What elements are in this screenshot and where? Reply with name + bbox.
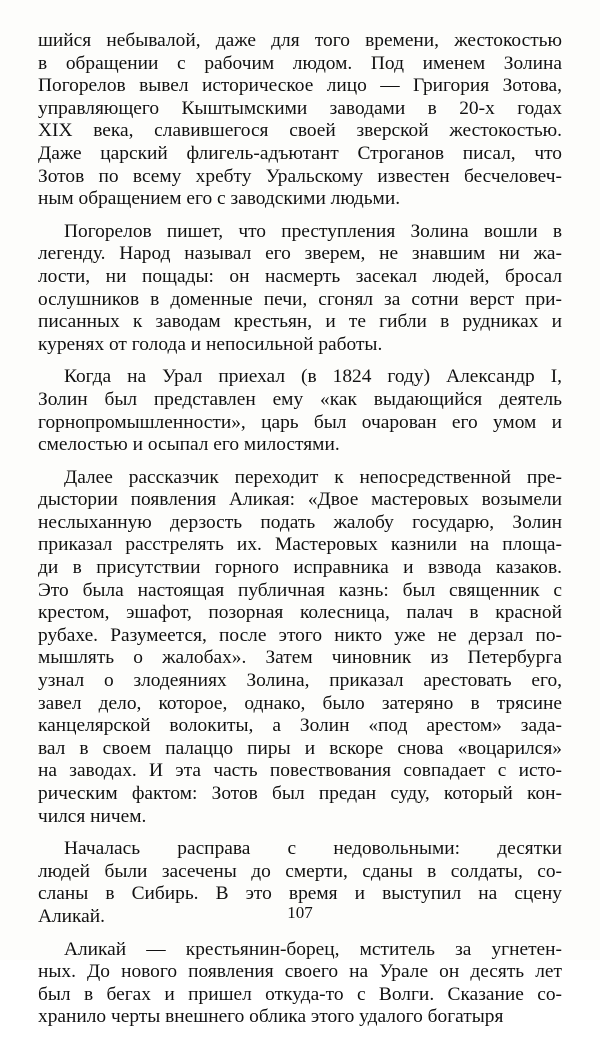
text-line: в обращении с рабочим людом. Под именем Золина [38, 52, 562, 74]
paragraph [38, 221, 562, 357]
paragraph [38, 366, 562, 456]
text-line: неслыханную дерзость подать жалобу государю, Золин [38, 511, 562, 533]
text-line: хранило черты внешнего облика этого удалого богатыря [38, 1006, 504, 1028]
text-line: мышлять о жалобах». Затем чиновник из Петербурга [38, 647, 562, 669]
text-line: крестом, эшафот, позорная колесница, палач в красной [38, 602, 562, 624]
text-line: горнопромышленности», царь был очарован его умом и [38, 411, 562, 433]
text-line: чился ничем. [38, 805, 147, 827]
text-line: ослушников в доменные печи, сгонял за сотни верст при- [38, 288, 562, 310]
text-line: был в бегах и пришел откуда-то с Волги. Сказание со- [38, 983, 562, 1005]
text-line: вал в своем палаццо пиры и вскоре снова «воцарился» [38, 737, 562, 759]
text-line: ным обращением его с заводскими людьми. [38, 188, 401, 210]
text-line: Когда на Урал приехал (в 1824 году) Александр I, [64, 366, 562, 388]
text-line: узнал о злодеяниях Золина, приказал арестовать его, [38, 670, 562, 692]
text-line: ди в присутствии горного исправника и взвода казаков. [38, 557, 562, 579]
text-line: Началась расправа с недовольными: десятки [64, 838, 562, 860]
page-number: 107 [287, 903, 313, 922]
text-line: XIX века, славившегося своей зверской жестокостью. [38, 120, 562, 142]
text-line: Золин был представлен ему «как выдающийся деятель [38, 388, 562, 410]
text-line: Даже царский флигель-адъютант Строганов писал, что [38, 142, 562, 164]
paragraph [38, 467, 562, 829]
text-line: канцелярской волокиты, а Золин «под арестом» зада- [38, 715, 562, 737]
text-line: сланы в Сибирь. В это время и выступил на сцену [38, 883, 562, 905]
text-line: куренях от голода и непосильной работы. [38, 333, 383, 355]
paragraph [38, 939, 562, 1029]
text-line: смелостью и осыпал его милостями. [38, 434, 340, 456]
text-line: легенду. Народ называл его зверем, не знавшим ни жа- [38, 243, 562, 265]
text-line: Погорелов пишет, что преступления Золина вошли в [64, 220, 562, 242]
text-line: Аликай — крестьянин-борец, мститель за угнетен- [64, 938, 562, 960]
text-line: людей были засечены до смерти, сданы в солдаты, со- [38, 860, 562, 882]
text-line: на заводах. И эта часть повествования совпадает с исто- [38, 760, 562, 782]
paragraph [38, 30, 562, 211]
text-line: Погорелов вывел историческое лицо — Григория Зотова, [38, 75, 562, 97]
text-line: управляющего Кыштымскими заводами в 20-х годах [38, 97, 562, 119]
body-text [38, 30, 562, 1039]
text-line: шийся небывалой, даже для того времени, жестокостью [38, 30, 562, 51]
text-line: Это была настоящая публичная казнь: был священник с [38, 579, 562, 601]
text-line: Аликай. [38, 905, 106, 927]
text-line: Зотов по всему хребту Уральскому известен бесчеловеч- [38, 165, 562, 187]
text-line: рическим фактом: Зотов был предан суду, который кон- [38, 783, 562, 804]
text-line: приказал расстрелять их. Мастеровых казнили на площа- [38, 534, 562, 556]
text-line: Далее рассказчик переходит к непосредственной пре- [64, 466, 562, 488]
text-line: писанных к заводам крестьян, и те гибли в рудниках и [38, 311, 562, 333]
text-line: рубахе. Разумеется, после этого никто уже не дерзал по- [38, 624, 562, 646]
text-line: лости, ни пощады: он насмерть засекал людей, бросал [38, 265, 562, 287]
text-line: завел дело, которое, однако, было затеряно в трясине [38, 692, 562, 714]
text-line: ных. До нового появления своего на Урале он десять лет [38, 961, 562, 983]
text-line: дыстории появления Аликая: «Двое мастеровых возымели [38, 489, 562, 511]
